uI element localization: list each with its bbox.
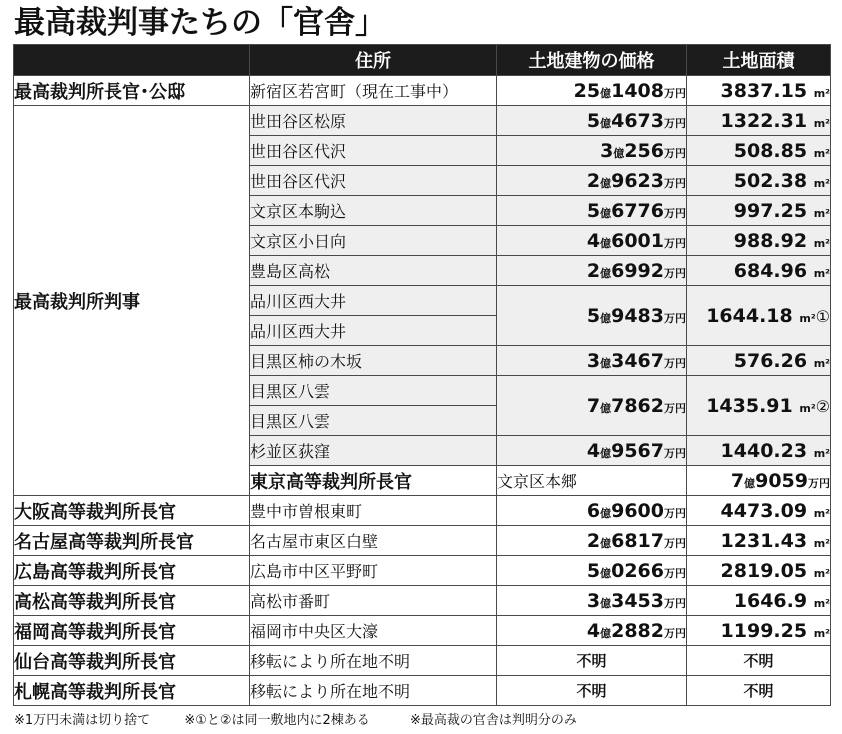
- unit-oku: 億: [600, 566, 612, 580]
- footnote-known-only: ※最高裁の官舎は判明分のみ: [409, 713, 577, 728]
- area-cell: [687, 586, 831, 616]
- price-man: 3453: [611, 589, 664, 612]
- area-cell: 不明: [687, 646, 831, 676]
- address-cell: 文京区小日向: [250, 226, 497, 256]
- area-value: 576.26: [733, 349, 808, 372]
- address-cell: 世田谷区松原: [250, 106, 497, 136]
- price-cell: [497, 286, 687, 346]
- unit-oku: 億: [744, 476, 756, 490]
- unit-sqm: m²: [813, 146, 830, 160]
- address-cell: 品川区西大井: [250, 286, 497, 316]
- price-oku: 4: [586, 229, 601, 252]
- page-title: 最高裁判事たちの「官舎」: [14, 5, 386, 41]
- unit-oku: 億: [600, 176, 612, 190]
- price-cell: [497, 76, 687, 106]
- table-row: [14, 646, 831, 676]
- price-man: 6817: [611, 529, 664, 552]
- unit-manyen: 万円: [664, 206, 686, 220]
- address-cell: 広島市中区平野町: [250, 556, 497, 586]
- header-address: 住所: [250, 45, 497, 76]
- table-row: [14, 526, 831, 556]
- position-cell: 最高裁判所長官･公邸: [14, 76, 250, 106]
- unit-sqm: m²: [813, 266, 830, 280]
- table-row: [14, 586, 831, 616]
- table-row: [14, 76, 831, 106]
- price-cell: [497, 346, 687, 376]
- price-cell: [497, 166, 687, 196]
- unit-sqm: m²: [813, 206, 830, 220]
- price-man: 6992: [611, 259, 664, 282]
- footnote-same-site: ※①と②は同一敷地内に2棟ある: [184, 713, 370, 728]
- price-oku: 5: [586, 109, 601, 132]
- area-value: 1435.91: [706, 394, 793, 417]
- unit-sqm: m²: [813, 176, 830, 190]
- residence-table: [13, 44, 831, 706]
- price-oku: 3: [600, 139, 614, 162]
- price-cell: [497, 586, 687, 616]
- unit-manyen: 万円: [664, 506, 686, 520]
- table-row: [14, 496, 831, 526]
- price-oku: 2: [586, 529, 601, 552]
- area-cell: [687, 556, 831, 586]
- unit-sqm: m²: [799, 311, 816, 325]
- area-value: 4473.09: [720, 499, 808, 522]
- unit-manyen: 万円: [664, 86, 686, 100]
- address-cell: 移転により所在地不明: [250, 646, 497, 676]
- unit-oku: 億: [600, 446, 612, 460]
- price-man: 9059: [755, 469, 808, 492]
- address-cell: 世田谷区代沢: [250, 166, 497, 196]
- price-oku: 4: [586, 619, 601, 642]
- header-blank: [14, 45, 250, 76]
- unit-manyen: 万円: [664, 146, 686, 160]
- area-cell: [687, 226, 831, 256]
- price-man: 6001: [611, 229, 664, 252]
- price-oku: 5: [586, 304, 601, 327]
- price-cell: [497, 436, 687, 466]
- table-row: [14, 556, 831, 586]
- price-oku: 5: [586, 559, 601, 582]
- price-man: 9623: [611, 169, 664, 192]
- price-oku: 2: [586, 169, 601, 192]
- unit-oku: 億: [600, 596, 612, 610]
- unit-manyen: 万円: [664, 401, 686, 415]
- area-value: 988.92: [733, 229, 808, 252]
- unit-oku: 億: [600, 86, 612, 100]
- address-cell: 目黒区柿の木坂: [250, 346, 497, 376]
- price-oku: 6: [586, 499, 601, 522]
- unit-manyen: 万円: [664, 236, 686, 250]
- unit-manyen: 万円: [664, 596, 686, 610]
- price-oku: 25: [573, 79, 601, 102]
- price-oku: 7: [730, 469, 745, 492]
- address-cell: 高松市番町: [250, 586, 497, 616]
- address-cell: 豊島区高松: [250, 256, 497, 286]
- unit-manyen: 万円: [664, 626, 686, 640]
- price-man: 2882: [611, 619, 664, 642]
- address-cell: 豊中市曽根東町: [250, 496, 497, 526]
- table-row: [14, 106, 831, 136]
- price-cell: [497, 616, 687, 646]
- area-value: 1199.25: [720, 619, 808, 642]
- price-man: 256: [624, 139, 664, 162]
- position-cell-justices: 最高裁判所判事: [14, 106, 250, 496]
- address-cell: 杉並区荻窪: [250, 436, 497, 466]
- area-value: 1322.31: [720, 109, 808, 132]
- price-oku: 5: [586, 199, 601, 222]
- area-cell: [687, 76, 831, 106]
- unit-oku: 億: [613, 146, 625, 160]
- position-cell: 名古屋高等裁判所長官: [14, 526, 250, 556]
- position-cell: 広島高等裁判所長官: [14, 556, 250, 586]
- position-cell: 東京高等裁判所長官: [250, 466, 497, 496]
- unit-oku: 億: [600, 206, 612, 220]
- area-value: 1644.18: [706, 304, 793, 327]
- area-cell: [687, 136, 831, 166]
- price-cell: [497, 106, 687, 136]
- area-cell: [687, 256, 831, 286]
- unit-manyen: 万円: [808, 476, 830, 490]
- position-cell: 高松高等裁判所長官: [14, 586, 250, 616]
- header-area: 土地面積: [687, 45, 831, 76]
- table-row: [14, 676, 831, 706]
- unit-sqm: m²: [813, 506, 830, 520]
- area-cell: [687, 526, 831, 556]
- area-value: 1440.23: [720, 439, 808, 462]
- area-value: 1231.43: [720, 529, 808, 552]
- table-header-row: [14, 45, 831, 76]
- area-cell: [687, 496, 831, 526]
- price-oku: 2: [586, 259, 601, 282]
- price-cell: [497, 376, 687, 436]
- price-cell: [497, 256, 687, 286]
- area-value: 502.38: [733, 169, 808, 192]
- unit-oku: 億: [600, 506, 612, 520]
- unit-sqm: m²: [813, 536, 830, 550]
- unit-manyen: 万円: [664, 356, 686, 370]
- price-man: 1408: [611, 79, 664, 102]
- price-cell: [497, 526, 687, 556]
- price-oku: 3: [586, 349, 601, 372]
- price-man: 3467: [611, 349, 664, 372]
- area-cell: [687, 106, 831, 136]
- unit-oku: 億: [600, 116, 612, 130]
- unit-oku: 億: [600, 311, 612, 325]
- footnotes: [14, 711, 577, 731]
- address-cell: 文京区本郷: [497, 466, 687, 496]
- unit-sqm: m²: [813, 236, 830, 250]
- unit-manyen: 万円: [664, 266, 686, 280]
- unit-manyen: 万円: [664, 176, 686, 190]
- area-value: 997.25: [733, 199, 808, 222]
- area-cell: [687, 376, 831, 436]
- price-oku: 3: [586, 589, 601, 612]
- price-cell: [497, 556, 687, 586]
- price-man: 9600: [611, 499, 664, 522]
- unit-manyen: 万円: [664, 566, 686, 580]
- price-cell: [687, 466, 831, 496]
- unit-sqm: m²: [813, 596, 830, 610]
- address-cell: 名古屋市東区白壁: [250, 526, 497, 556]
- area-cell: [687, 616, 831, 646]
- price-man: 6776: [611, 199, 664, 222]
- price-man: 7862: [611, 394, 664, 417]
- price-cell: [497, 226, 687, 256]
- area-cell: [687, 286, 831, 346]
- unit-oku: 億: [600, 401, 612, 415]
- unit-manyen: 万円: [664, 536, 686, 550]
- header-price: 土地建物の価格: [497, 45, 687, 76]
- address-cell: 目黒区八雲: [250, 406, 497, 436]
- unit-oku: 億: [600, 266, 612, 280]
- unit-sqm: m²: [813, 86, 830, 100]
- address-cell: 文京区本駒込: [250, 196, 497, 226]
- unit-sqm: m²: [813, 446, 830, 460]
- price-cell: [497, 496, 687, 526]
- footnote-rounding: ※1万円未満は切り捨て: [14, 713, 151, 728]
- position-cell: 仙台高等裁判所長官: [14, 646, 250, 676]
- address-cell: 目黒区八雲: [250, 376, 497, 406]
- price-cell: 不明: [497, 646, 687, 676]
- unit-sqm: m²: [813, 566, 830, 580]
- area-cell: [687, 346, 831, 376]
- circled-mark: ①: [815, 306, 830, 326]
- position-cell: 大阪高等裁判所長官: [14, 496, 250, 526]
- table-row: [14, 616, 831, 646]
- price-oku: 4: [586, 439, 601, 462]
- address-cell: 新宿区若宮町（現在工事中）: [250, 76, 497, 106]
- unit-oku: 億: [600, 236, 612, 250]
- unit-sqm: m²: [813, 356, 830, 370]
- price-man: 0266: [611, 559, 664, 582]
- unit-sqm: m²: [813, 626, 830, 640]
- area-cell: 不明: [687, 676, 831, 706]
- area-cell: [687, 436, 831, 466]
- unit-oku: 億: [600, 626, 612, 640]
- area-cell: [687, 166, 831, 196]
- unit-oku: 億: [600, 356, 612, 370]
- unit-oku: 億: [600, 536, 612, 550]
- area-value: 1646.9: [733, 589, 808, 612]
- address-cell: 品川区西大井: [250, 316, 497, 346]
- unit-sqm: m²: [799, 401, 816, 415]
- unit-sqm: m²: [813, 116, 830, 130]
- circled-mark: ②: [815, 396, 830, 416]
- price-cell: [497, 136, 687, 166]
- area-value: 684.96: [733, 259, 808, 282]
- area-cell: [687, 196, 831, 226]
- price-cell: 不明: [497, 676, 687, 706]
- position-cell: 福岡高等裁判所長官: [14, 616, 250, 646]
- unit-manyen: 万円: [664, 446, 686, 460]
- price-oku: 7: [586, 394, 601, 417]
- price-man: 9483: [611, 304, 664, 327]
- price-cell: [497, 196, 687, 226]
- unit-manyen: 万円: [664, 311, 686, 325]
- unit-manyen: 万円: [664, 116, 686, 130]
- area-value: 3837.15: [720, 79, 808, 102]
- address-cell: 世田谷区代沢: [250, 136, 497, 166]
- price-man: 9567: [611, 439, 664, 462]
- address-cell: 福岡市中央区大濠: [250, 616, 497, 646]
- area-value: 508.85: [733, 139, 808, 162]
- position-cell: 札幌高等裁判所長官: [14, 676, 250, 706]
- price-man: 4673: [611, 109, 664, 132]
- area-value: 2819.05: [720, 559, 808, 582]
- address-cell: 移転により所在地不明: [250, 676, 497, 706]
